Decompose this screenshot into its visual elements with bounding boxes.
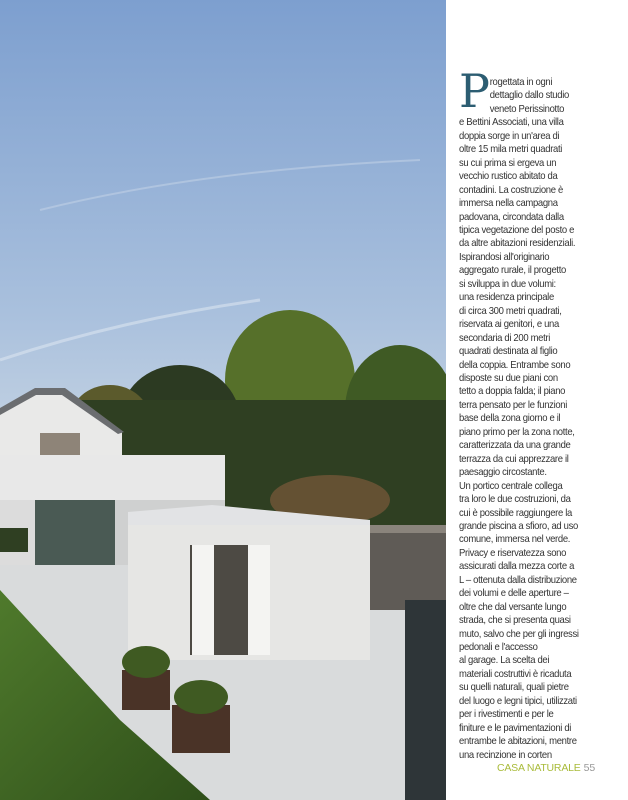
text-line: base della zona giorno e il [459, 413, 561, 425]
text-line: su cui prima si ergeva un [459, 157, 557, 169]
text-line: Ispirandosi all'originario [459, 251, 550, 263]
text-line: contadini. La costruzione è [459, 184, 563, 196]
text-line: del luogo e legni tipici, utilizzati [459, 695, 577, 707]
text-line: dettaglio dallo studio [489, 90, 569, 102]
page-number: 55 [583, 762, 596, 774]
text-line: si sviluppa in due volumi: [459, 278, 556, 290]
text-line: pedonali e l'accesso [459, 642, 538, 654]
text-line: tipica vegetazione del posto e [459, 224, 575, 236]
text-line: oltre 15 mila metri quadrati [459, 144, 563, 156]
text-line: cui è possibile raggiungere la [459, 507, 572, 519]
text-line: tetto a doppia falda; il piano [459, 386, 566, 398]
glass-building [405, 600, 446, 800]
text-line: immersa nella campagna [459, 198, 558, 210]
drop-cap: P [459, 64, 490, 118]
page-footer [497, 762, 595, 774]
text-line: riservata ai genitori, e una [459, 319, 559, 331]
text-line: comune, immersa nel verde. [459, 534, 571, 546]
hedge [0, 528, 28, 552]
text-line: materiali costruttivi è ricaduta [459, 668, 572, 680]
text-line: vecchio rustico abitato da [459, 171, 558, 183]
text-line: rogettata in ogni [489, 77, 553, 88]
text-line: dei volumi e delle aperture – [459, 588, 569, 600]
text-line: caratterizzata da una grande [459, 440, 571, 452]
text-line: al garage. La scelta dei [459, 655, 550, 667]
text-line: secondaria di 200 metri [459, 332, 551, 344]
text-line: di circa 300 metri quadrati, [459, 305, 562, 317]
text-line: assicurati dalla mezza corte a [459, 561, 575, 573]
article-body [459, 76, 588, 762]
text-line: grande piscina a sfioro, ad uso [459, 520, 578, 532]
text-line: una recinzione in corten [459, 749, 552, 761]
text-line: terra pensato per le funzioni [459, 399, 568, 411]
pavilion [128, 505, 370, 660]
text-line: Un portico centrale collega [459, 480, 563, 492]
text-line: paesaggio circostante. [459, 467, 547, 479]
text-line: L – ottenuta dalla distribuzione [459, 574, 577, 586]
text-line: entrambe le abitazioni, mentre [459, 736, 577, 748]
text-line: per i rivestimenti e per le [459, 709, 554, 721]
text-line: strada, che si presenta quasi [459, 615, 571, 627]
text-line: su quelli naturali, quali pietre [459, 682, 569, 694]
text-line: piano primo per la zona notte, [459, 426, 575, 438]
text-line: quadrati destinata al figlio [459, 346, 558, 358]
text-line: da altre abitazioni residenziali. [459, 238, 576, 250]
magazine-name: CASA NATURALE [497, 762, 581, 774]
text-line: aggregato rurale, il progetto [459, 265, 566, 277]
text-line: finiture e le pavimentazioni di [459, 722, 572, 734]
text-line: padovana, circondata dalla [459, 211, 564, 223]
stone-wall [370, 525, 446, 610]
text-line: e Bettini Associati, una villa [459, 117, 564, 129]
text-line: oltre che dal versante lungo [459, 601, 567, 613]
text-line: terrazza da cui apprezzare il [459, 453, 569, 465]
text-line: Privacy e riservatezza sono [459, 547, 567, 559]
text-line: doppia sorge in un'area di [459, 130, 560, 142]
text-line: veneto Perissinotto [489, 103, 565, 115]
text-line: della coppia. Entrambe sono [459, 359, 571, 371]
text-line: muto, salvo che per gli ingressi [459, 628, 579, 640]
text-line: tra loro le due costruzioni, da [459, 494, 571, 506]
text-line: una residenza principale [459, 292, 554, 304]
text-line: disposte su due piani con [459, 372, 558, 384]
